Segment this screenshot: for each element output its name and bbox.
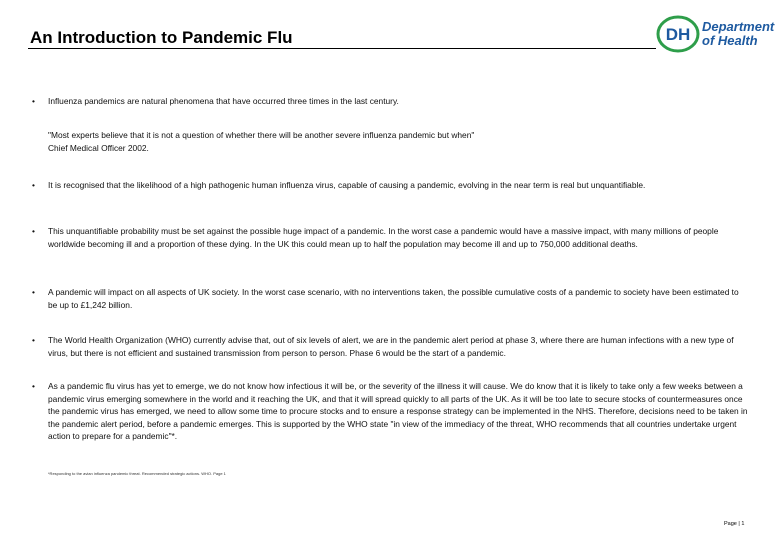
bullet-marker: • <box>32 180 35 190</box>
bullet-text: The World Health Organization (WHO) currently advise that, out of six levels of alert, we are in the pandemic alert period at phase 3, where there are human infections with a new type of virus, but there is not efficient and sustained transmission from person to person. Phase 6 would be the start of a pandemic. <box>48 335 734 358</box>
bullet-marker: • <box>32 226 35 236</box>
department-of-health-logo <box>656 14 778 54</box>
bullet-text: It is recognised that the likelihood of a high pathogenic human influenza virus, capable of causing a pandemic, evolving in the near term is real but unquantifiable. <box>48 180 646 190</box>
title-underline <box>28 48 656 49</box>
bullet-text: Influenza pandemics are natural phenomena that have occurred three times in the last century. <box>48 96 399 106</box>
bullet-marker: • <box>32 381 35 391</box>
quote-block <box>48 129 738 154</box>
logo-abbr: DH <box>665 25 691 44</box>
dh-logo-icon <box>656 14 700 54</box>
page-title: An Introduction to Pandemic Flu <box>30 28 293 47</box>
logo-wordmark <box>702 20 774 48</box>
bullet-text: As a pandemic flu virus has yet to emerge, we do not know how infectious it will be, or the severity of the illness it will cause. We do know that it is likely to take only a few weeks between a pandemic virus emerging somewhere in the world and it reaching the UK, and that it will spread quickly to all parts of the UK. As it will be too late to secure stocks of countermeasures once the pandemic virus has emerged, we need to allow some time to procure stocks and to ensure a response strategy can be implemented in the NHS. Therefore, decisions need to be taken in the pandemic alert period, before a pandemic emerges. This is supported by the WHO state "in view of the immediacy of the threat, WHO recommends that all countries undertake urgent action to prepare for a pandemic"*. <box>48 381 748 441</box>
quote-attribution: Chief Medical Officer 2002. <box>48 142 149 153</box>
bullet-marker: • <box>32 96 35 106</box>
bullet-marker: • <box>32 335 35 345</box>
logo-line-1: Department <box>702 19 775 34</box>
logo-line-2: of Health <box>702 33 758 48</box>
bullet-text: This unquantifiable probability must be set against the possible huge impact of a pandemic. In the worst case a pandemic would have a massive impact, with many millions of people worldwide becoming ill and a proportion of these dying. In the UK this could mean up to half the population may become ill and up to 750,000 additional deaths. <box>48 226 719 249</box>
footnote: *Responding to the avian influenza pandemic threat. Recommended strategic actions. WHO. Page 1 <box>48 471 226 476</box>
quote-text: "Most experts believe that it is not a question of whether there will be another severe influenza pandemic but when" <box>48 130 475 140</box>
page-number: Page | 1 <box>724 521 745 527</box>
bullet-text: A pandemic will impact on all aspects of UK society. In the worst case scenario, with no interventions taken, the possible cumulative costs of a pandemic to society have been estimated to be up to £1,242 billion. <box>48 287 739 310</box>
bullet-marker: • <box>32 287 35 297</box>
